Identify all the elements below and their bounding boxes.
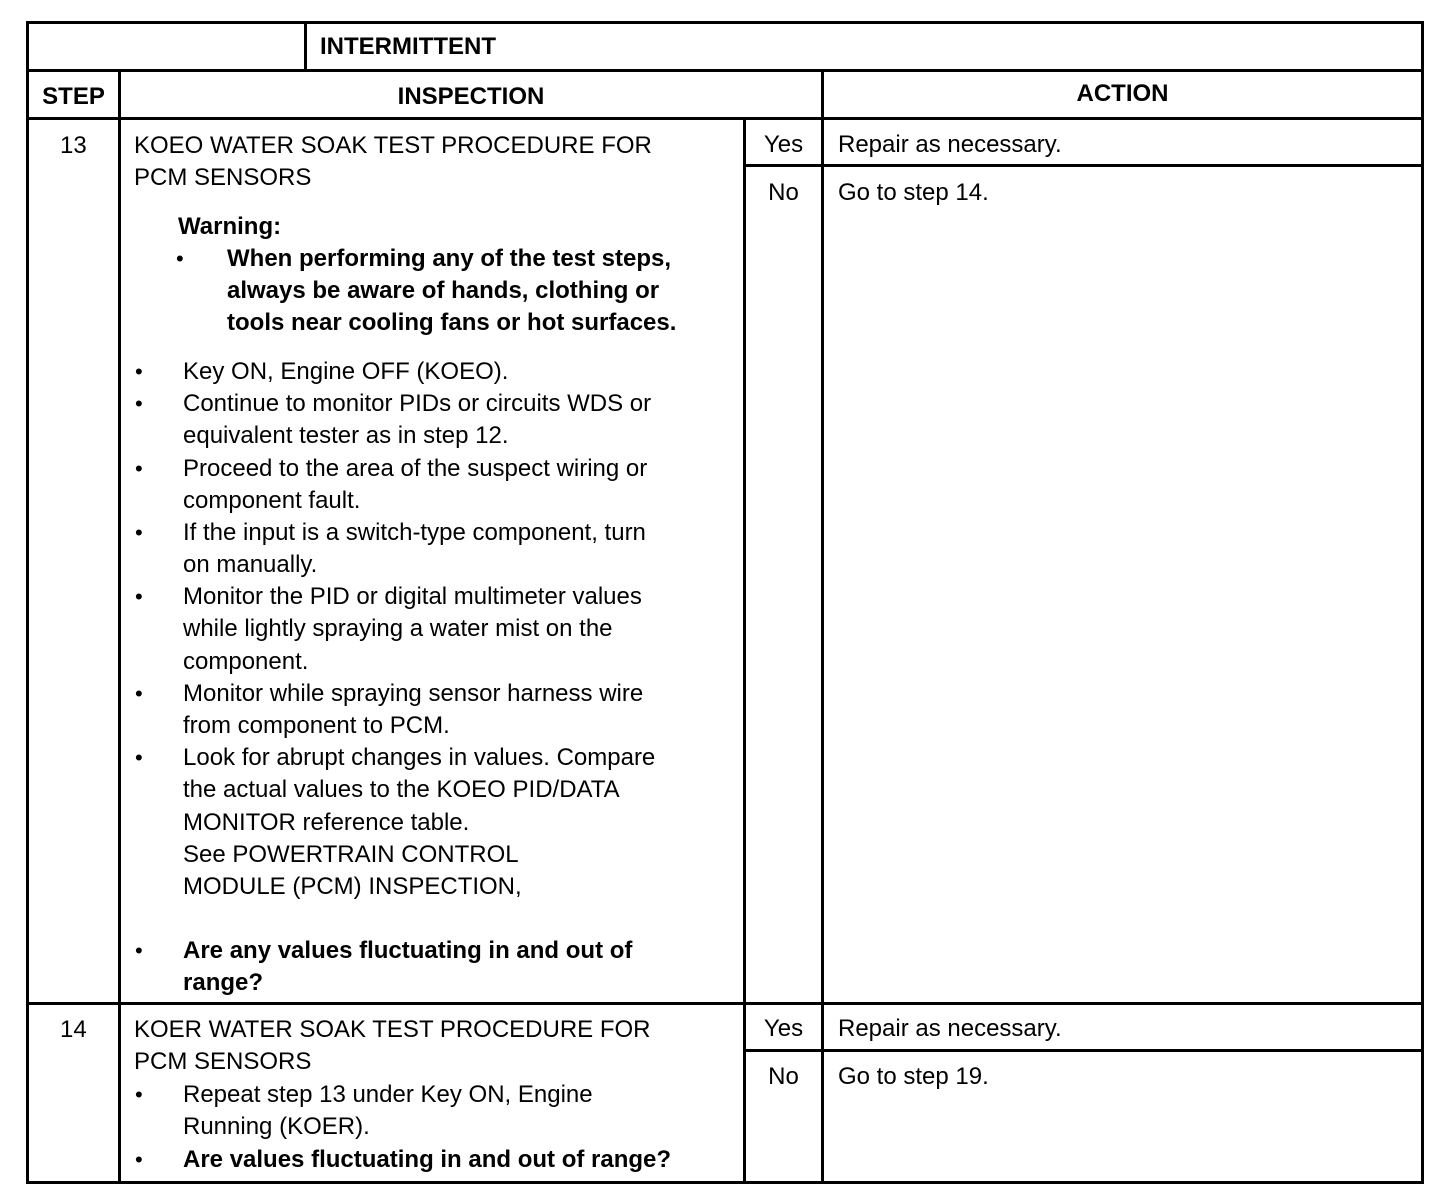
section-title: INTERMITTENT	[320, 33, 496, 60]
warning-label: Warning:	[178, 213, 282, 240]
step-column-divider	[118, 69, 121, 1184]
step-14-no-action: Go to step 19.	[838, 1063, 989, 1090]
step-13-text: from component to PCM.	[183, 712, 450, 739]
step-13-text: Look for abrupt changes in values. Compare	[183, 744, 656, 771]
step-13-text: MONITOR reference table.	[183, 809, 470, 836]
step-13-text: component fault.	[183, 487, 361, 514]
bullet: •	[135, 584, 143, 609]
step-13-text: Monitor the PID or digital multimeter values	[183, 583, 642, 610]
step-13-text: Key ON, Engine OFF (KOEO).	[183, 358, 509, 385]
step-13-text: See POWERTRAIN CONTROL	[183, 841, 519, 868]
step-14-text: Repeat step 13 under Key ON, Engine	[183, 1081, 593, 1108]
header-step: STEP	[42, 83, 105, 110]
bullet: •	[135, 681, 143, 706]
title-divider	[304, 21, 307, 72]
title-row-border	[26, 69, 1424, 72]
step-13-no-action: Go to step 14.	[838, 179, 989, 206]
step-row-border	[26, 1002, 1424, 1005]
step-14-question: Are values fluctuating in and out of range?	[183, 1146, 672, 1173]
bullet: •	[135, 391, 143, 416]
header-inspection: INSPECTION	[397, 83, 545, 110]
step-13-text: Proceed to the area of the suspect wiring or	[183, 455, 648, 482]
step-13-yes-label: Yes	[763, 131, 804, 158]
step-13-text: component.	[183, 648, 309, 675]
bullet: •	[135, 1082, 143, 1107]
step-13-title: KOEO WATER SOAK TEST PROCEDURE FOR	[134, 132, 652, 159]
step-14-number: 14	[60, 1016, 87, 1043]
step-13-number: 13	[60, 132, 87, 159]
step-13-yes-action: Repair as necessary.	[838, 131, 1062, 158]
step-13-text: the actual values to the KOEO PID/DATA	[183, 776, 620, 803]
header-action: ACTION	[1076, 80, 1169, 107]
step-13-text: Monitor while spraying sensor harness wire	[183, 680, 644, 707]
step-13-question: Are any values fluctuating in and out of	[183, 937, 633, 964]
warning-text: tools near cooling fans or hot surfaces.	[227, 309, 677, 336]
step-14-yes-label: Yes	[763, 1015, 804, 1042]
step-13-no-label: No	[768, 179, 799, 206]
step-13-text: equivalent tester as in step 12.	[183, 422, 509, 449]
action-column-divider	[821, 69, 824, 1184]
yes-no-divider-13	[743, 164, 1424, 167]
step-14-yes-action: Repair as necessary.	[838, 1015, 1062, 1042]
step-14-no-label: No	[768, 1063, 799, 1090]
warning-bullet: •	[176, 246, 184, 271]
bullet: •	[135, 520, 143, 545]
step-13-text: MODULE (PCM) INSPECTION,	[183, 873, 522, 900]
step-13-title-2: PCM SENSORS	[134, 164, 312, 191]
step-14-title: KOER WATER SOAK TEST PROCEDURE FOR	[134, 1016, 651, 1043]
yes-no-divider-14	[743, 1049, 1424, 1052]
bullet: •	[135, 359, 143, 384]
step-13-text: If the input is a switch-type component, turn	[183, 519, 646, 546]
warning-text: When performing any of the test steps,	[227, 245, 672, 272]
bullet: •	[135, 938, 143, 963]
header-row-border	[26, 117, 1424, 120]
result-column-divider-13	[743, 117, 746, 1005]
step-14-text: Running (KOER).	[183, 1113, 370, 1140]
step-13-text: Continue to monitor PIDs or circuits WDS or	[183, 390, 652, 417]
step-14-title-2: PCM SENSORS	[134, 1048, 312, 1075]
bullet: •	[135, 456, 143, 481]
step-13-question-2: range?	[183, 969, 264, 996]
step-13-text: while lightly spraying a water mist on the	[183, 615, 613, 642]
warning-text: always be aware of hands, clothing or	[227, 277, 660, 304]
bullet: •	[135, 745, 143, 770]
bullet: •	[135, 1147, 143, 1172]
step-13-text: on manually.	[183, 551, 318, 578]
